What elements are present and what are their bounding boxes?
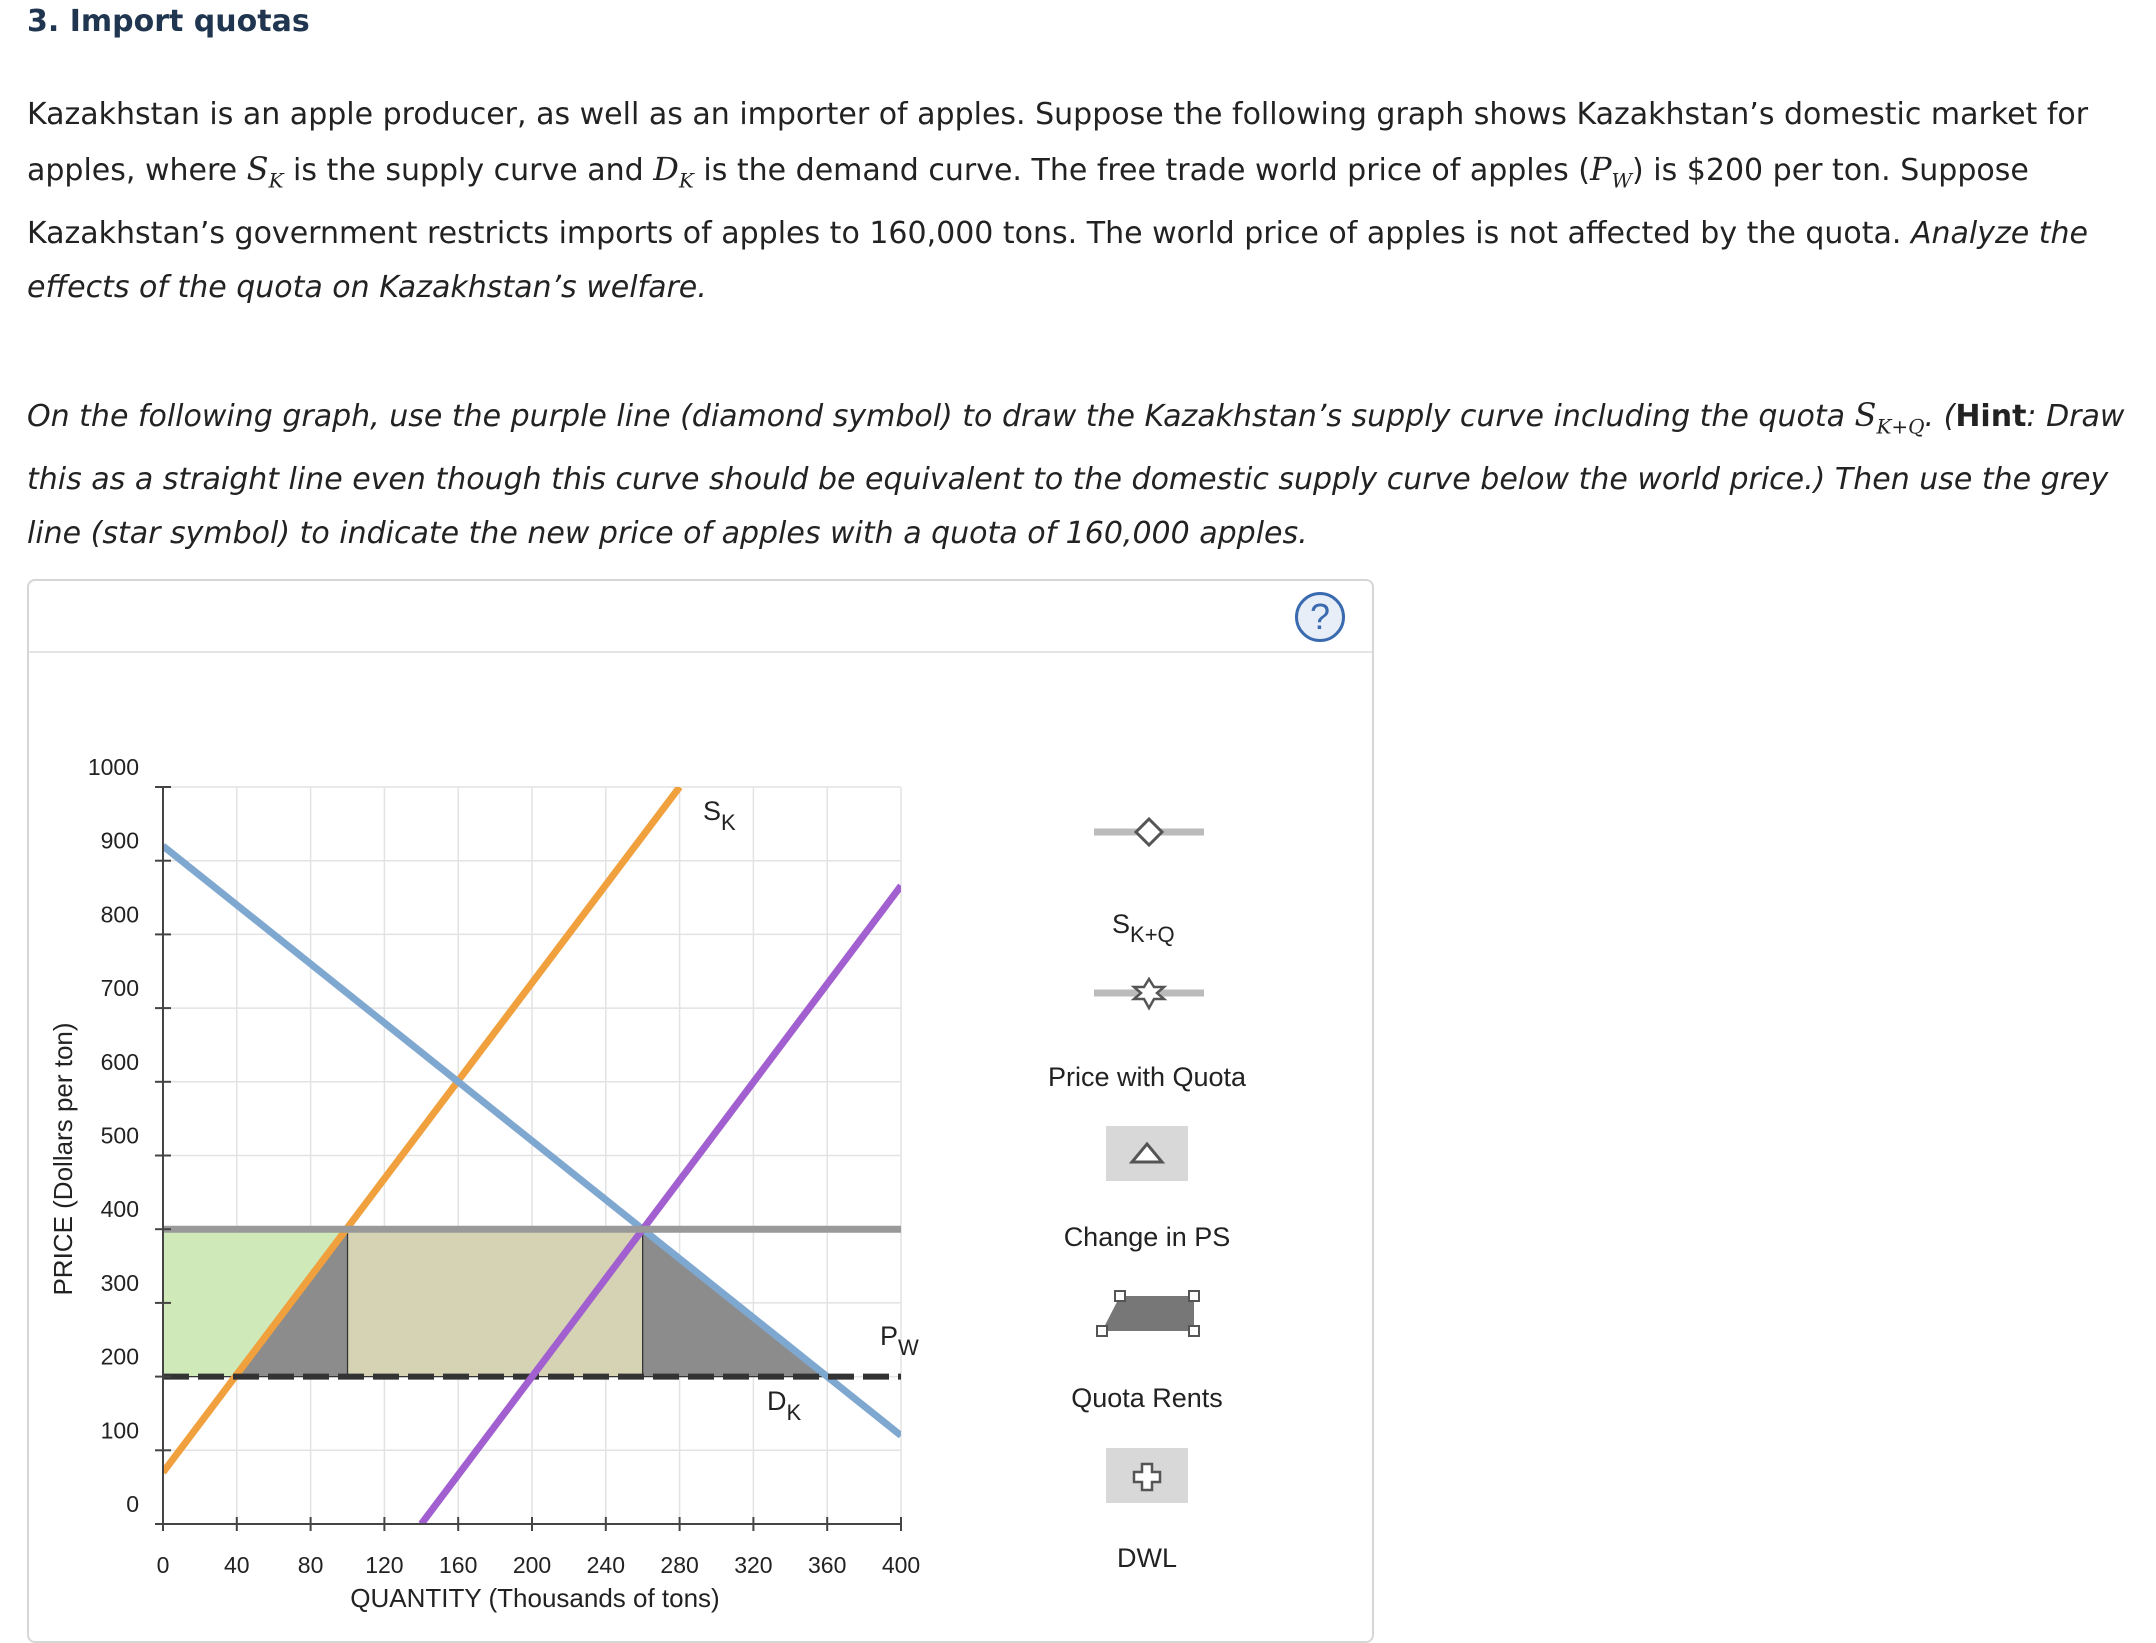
star-icon	[1134, 979, 1164, 1008]
world-price-symbol: $P_W$	[1589, 150, 1633, 193]
x-tick-label: 240	[586, 1552, 625, 1578]
curve-supply-with-quota	[421, 886, 901, 1524]
intro-text-3: is the demand curve. The free trade world price of apples (	[693, 153, 1590, 188]
x-tick-label: 320	[734, 1552, 773, 1578]
area-quota-rents	[348, 1229, 643, 1376]
x-tick-label: 400	[881, 1552, 921, 1578]
demand-curve-label: $D_K$	[767, 1386, 802, 1425]
x-tick-label: 160	[439, 1552, 478, 1578]
y-tick-label: 600	[100, 1048, 139, 1075]
world-price-label: $P_W$	[880, 1321, 919, 1360]
diamond-icon	[1136, 819, 1162, 845]
x-tick-label: 360	[808, 1552, 847, 1578]
x-tick-label: 0	[156, 1552, 170, 1578]
legend-label-change-ps: Change in PS	[1063, 1222, 1231, 1252]
y-tick-label: 200	[100, 1343, 139, 1370]
y-tick-label: 1000	[87, 754, 139, 780]
shaded-areas	[163, 1229, 827, 1376]
legend-change-ps-tool[interactable]	[1106, 1126, 1188, 1181]
y-axis-label: PRICE (Dollars per ton)	[48, 1022, 78, 1296]
legend-label-dwl: DWL	[1117, 1543, 1177, 1573]
x-tick-label: 200	[512, 1552, 552, 1578]
legend-label-price-quota: Price with Quota	[1047, 1062, 1247, 1092]
legend-label-quota-rents: Quota Rents	[1071, 1383, 1223, 1413]
supply-symbol: $S_K$	[246, 150, 284, 193]
intro-text-1: Kazakhstan is an apple producer, as well as an importer of apples. Suppose the following graph shows Kazakhstan’s domestic market for apples, where	[27, 97, 2089, 188]
y-tick-label: 700	[100, 975, 139, 1002]
legend-sk-q-tool[interactable]	[1094, 819, 1204, 845]
y-tick-label: 300	[100, 1269, 139, 1296]
help-button[interactable]: ?	[1295, 592, 1345, 642]
question-title: 3. Import quotas	[27, 4, 310, 39]
x-tick-label: 120	[365, 1552, 404, 1578]
legend-quota-rents-tool[interactable]	[1097, 1291, 1199, 1336]
x-tick-label: 40	[224, 1552, 250, 1578]
intro-text-2: is the supply curve and	[283, 153, 654, 188]
intro-text-5: Analyze the effects of the quota on Kazakhstan’s welfare.	[27, 216, 2088, 306]
instr-text-1: On the following graph, use the purple line (diamond symbol) to draw the Kazakhstan’s supply curve including the quota	[27, 399, 1855, 434]
y-tick-label: 800	[100, 901, 139, 928]
y-tick-label: 900	[100, 827, 139, 854]
y-tick-label: 0	[126, 1491, 139, 1517]
demand-symbol: $D_K$	[653, 150, 694, 193]
x-tick-label: 80	[297, 1552, 324, 1578]
legend-label-sk-q: $S_{K+Q}$	[1112, 909, 1175, 947]
instr-text-2: . (	[1924, 399, 1956, 434]
supply-curve-label: $S_K$	[703, 796, 736, 835]
hint-label: Hint	[1955, 399, 2027, 434]
y-tick-label: 500	[100, 1122, 139, 1149]
intro-text-4: ) is $200 per ton. Suppose Kazakhstan’s government restricts imports of apples to 160,000 tons. The world price of apples is not affected by the quota.	[27, 153, 2029, 252]
x-tick-label: 280	[660, 1552, 699, 1578]
quota-supply-symbol: $S_{K+Q}$	[1854, 396, 1925, 439]
y-tick-label: 400	[100, 1196, 139, 1223]
tick-labels	[88, 754, 920, 1578]
y-tick-label: 100	[100, 1417, 139, 1444]
instr-text-3: : Draw this as a straight line even though this curve should be equivalent to the domestic supply curve below the world price.) Then use the grey line (star symbol) to indicate the new price of apples with a quota of 160,000 apples.	[27, 399, 2125, 552]
x-axis-label: QUANTITY (Thousands of tons)	[350, 1583, 720, 1613]
legend	[1048, 819, 1247, 1573]
legend-dwl-tool[interactable]	[1106, 1448, 1188, 1503]
legend-price-quota-tool[interactable]	[1094, 979, 1204, 1008]
